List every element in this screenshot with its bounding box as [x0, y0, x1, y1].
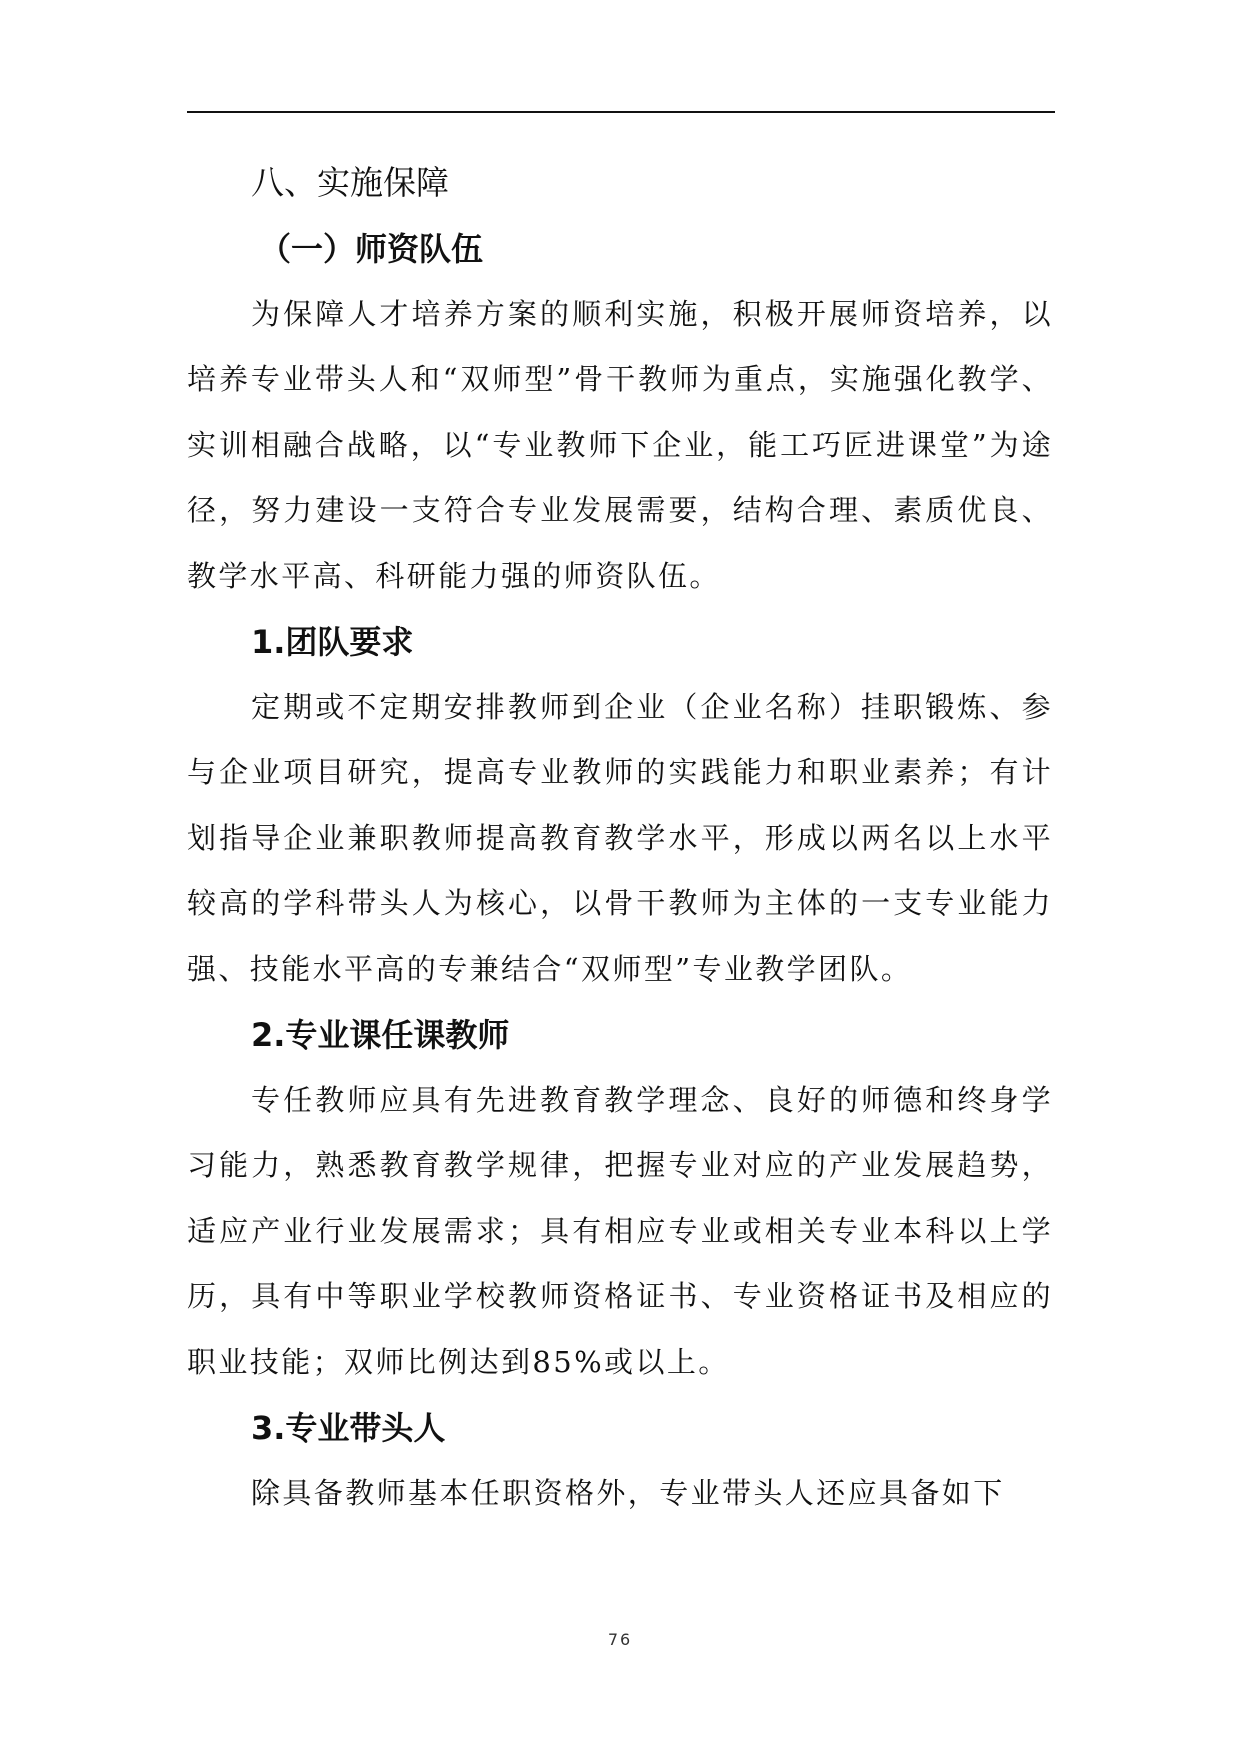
item-text-discipline-leader: 除具备教师基本任职资格外，专业带头人还应具备如下 — [251, 1476, 1005, 1511]
document-body — [187, 150, 1053, 1527]
item-text-team-requirements: 定期或不定期安排教师到企业（企业名称）挂职锻炼、参与企业项目研究，提高专业教师的实践能力和职业素养；有计划指导企业兼职教师提高教育教学水平，形成以两名以上水平较高的学科带头人为核心，以骨干教师为主体的一支专业能力强、技能水平高的专兼结合“双师型”专业教学团队。 — [187, 690, 1053, 986]
header-rule — [187, 111, 1055, 113]
item-heading-discipline-leader: 3.专业带头人 — [251, 1409, 446, 1448]
item-heading-team-requirements: 1.团队要求 — [251, 623, 414, 662]
item-heading-course-teachers: 2.专业课任课教师 — [251, 1016, 510, 1055]
item-text-course-teachers: 专任教师应具有先进教育教学理念、良好的师德和终身学习能力，熟悉教育教学规律，把握专业对应的产业发展趋势，适应产业行业发展需求；具有相应专业或相关专业本科以上学历，具有中等职业学校教师资格证书、专业资格证书及相应的职业技能；双师比例达到85%或以上。 — [187, 1083, 1053, 1379]
intro-paragraph: 为保障人才培养方案的顺利实施，积极开展师资培养，以培养专业带头人和“双师型”骨干教师为重点，实施强化教学、实训相融合战略，以“专业教师下企业，能工巧匠进课堂”为途径，努力建设一支符合专业发展需要，结构合理、素质优良、教学水平高、科研能力强的师资队伍。 — [187, 297, 1053, 593]
subsection-title: （一）师资队伍 — [259, 230, 484, 268]
page-number: 76 — [607, 1630, 633, 1649]
section-title: 八、实施保障 — [251, 163, 449, 202]
